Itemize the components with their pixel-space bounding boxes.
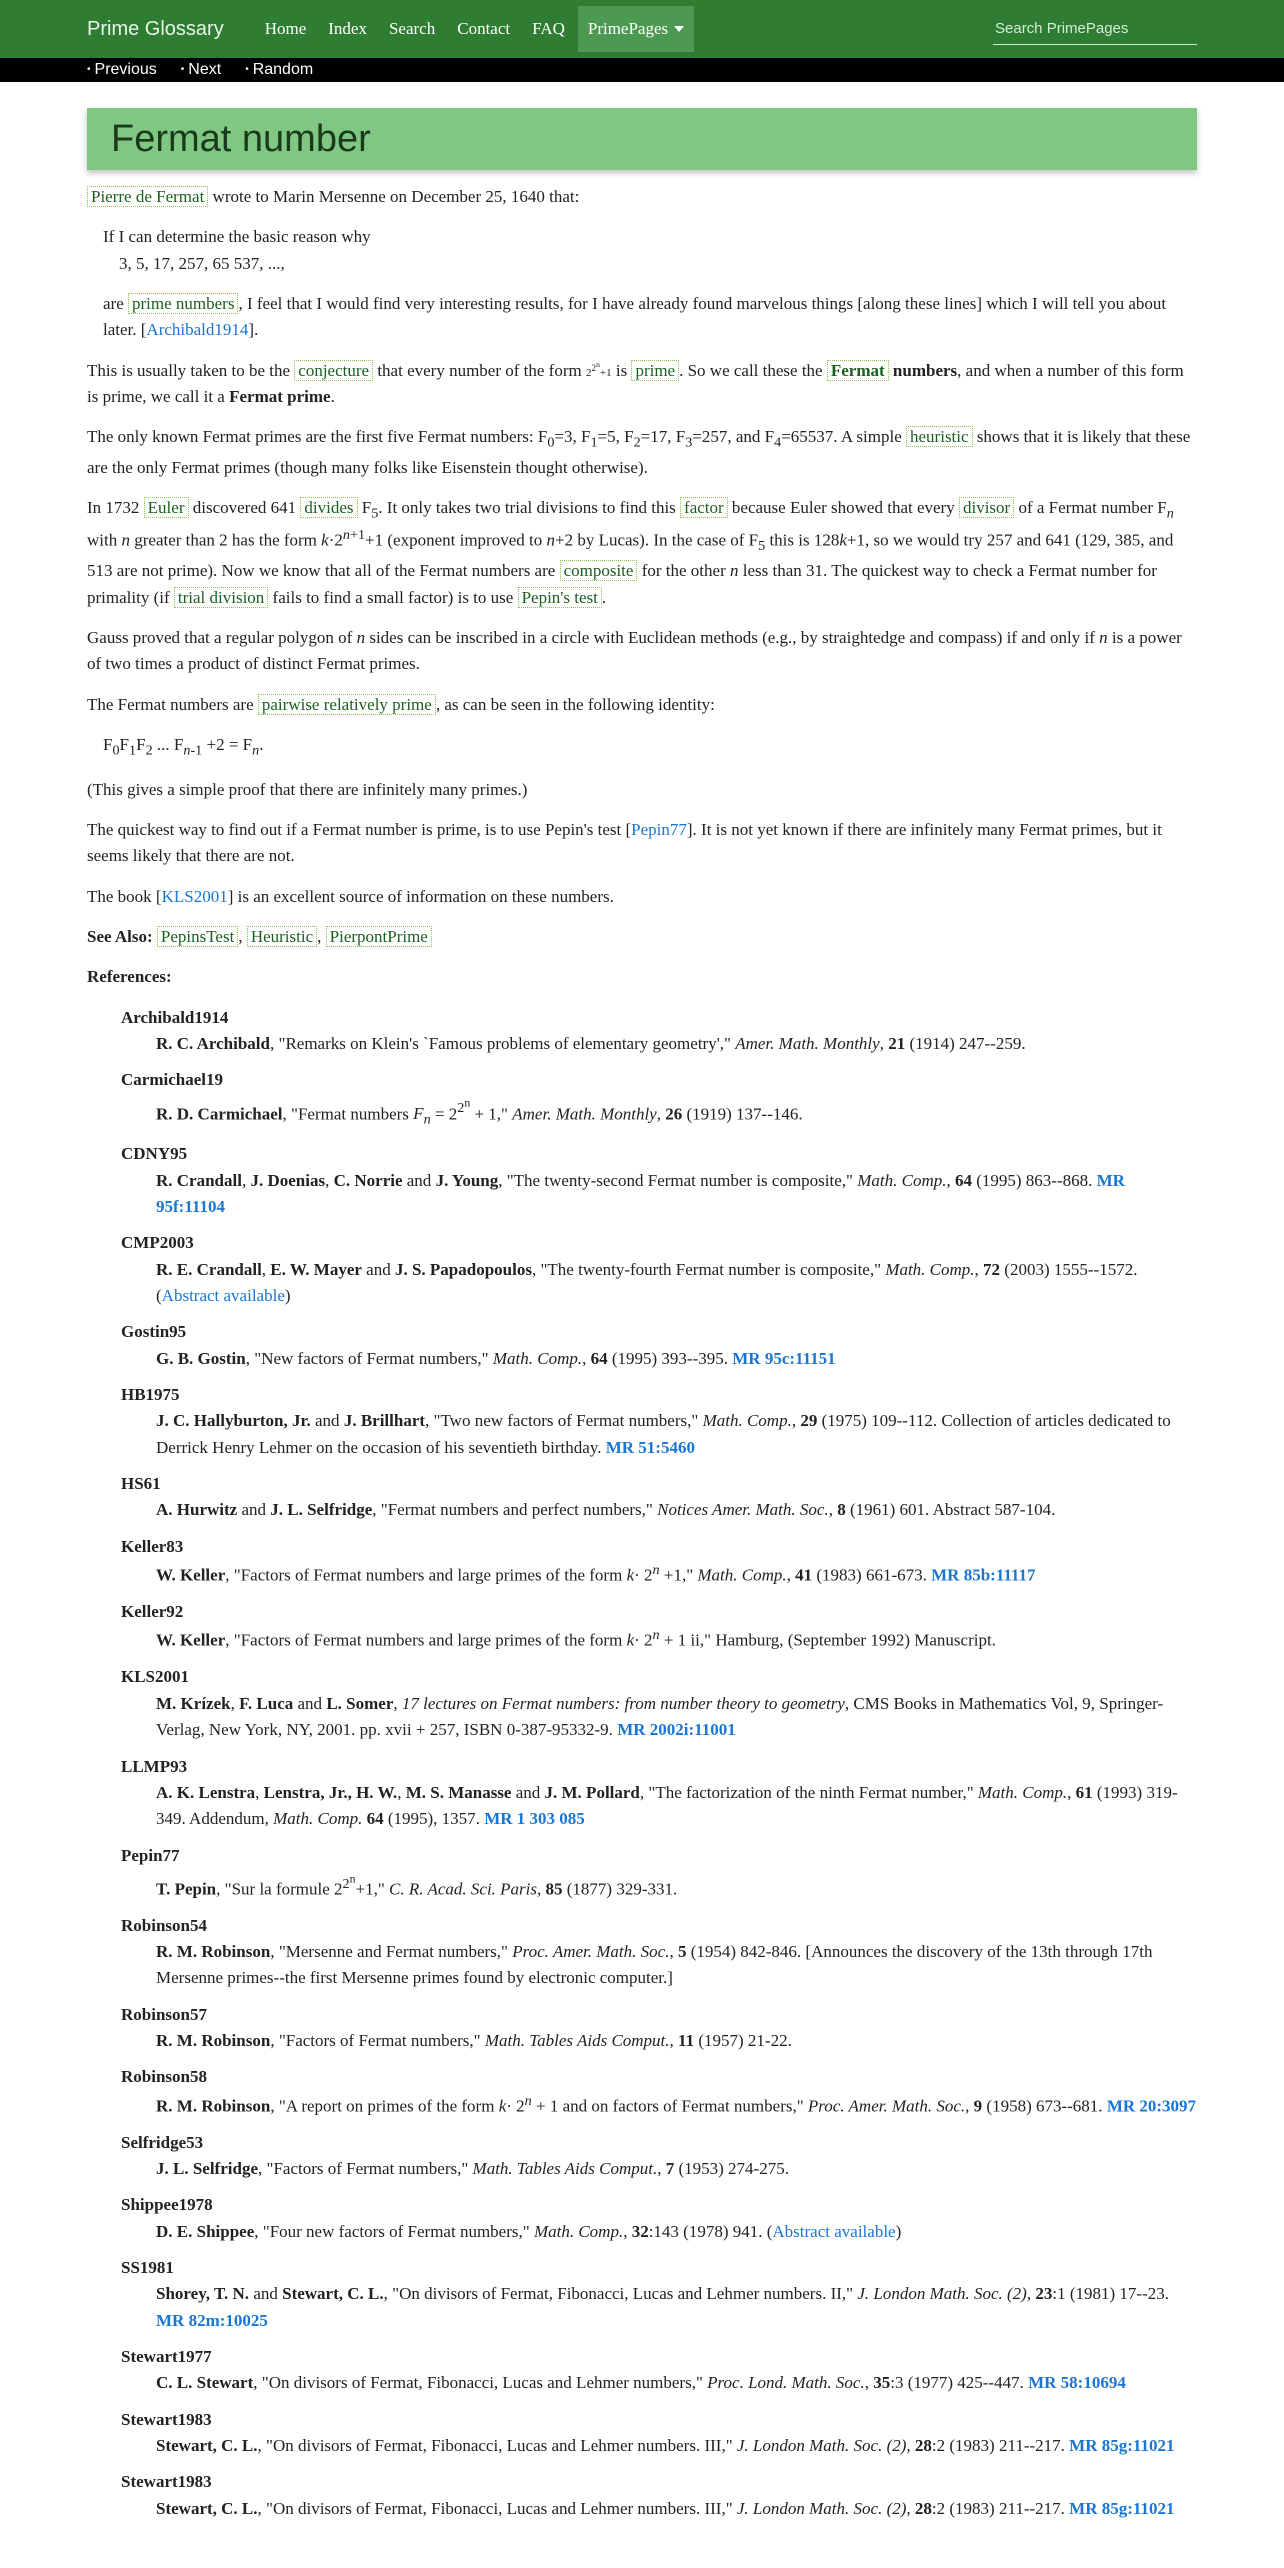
random-label: Random — [252, 60, 314, 78]
references: Archibald1914 R. C. Archibald, "Remarks on Klein's `Famous problems of elementary geometry'," Amer. Math. Monthly, 21 (1914) 247--259. Carmichael19 R. D. Carmichael, "Fermat numbers $F_n = 2^{2^n} + 1$," Amer. Math. Monthly, 26 (1919) 137--146. CDNY95 R. Crandall, J. Doenias, C. Norrie and J. Young, "The twenty-second Fermat number is composite," Math. Comp., 64 (1995) 863--868. MR 95f:11104 CMP2003 R. E. Crandall, E. W. Mayer and J. S. Papadopoulos, "The twenty-fourth Fermat number is composite," Math. Comp., 72 (2003) 1555--1572. (Abstract available) Gostin95 G. B. Gostin, "New factors of Fermat numbers," Math. Comp., 64 (1995) 393--395. MR 95c:11151 HB1975 J. C. Hallyburton, Jr. and J. Brillhart, "Two new factors of Fermat numbers," Math. Comp., 29 (1975) 109--112. Collection of articles dedicated to Derrick Henry Lehmer on the occasion of his seventieth birthday. MR 51:5460 HS61 A. Hurwitz and J. L. Selfridge, "Fermat numbers and perfect numbers," Notices Amer. Math. Soc., 8 (1961) 601. Abstract 587-104. Keller83 W. Keller, "Factors of Fermat numbers and large primes of the form $k\cdot 2^n +1$," Math. Comp., 41 (1983) 661-673. MR 85b:11117 Keller92 W. Keller, "Factors of Fermat numbers and large primes of the form $k\cdot 2^n + 1$ ii," Hamburg, (September 1992) Manuscript. KLS2001 M. Krízek, F. Luca and L. Somer, 17 lectures on Fermat numbers: from number theory to geometry, CMS Books in Mathematics Vol, 9, Springer-Verlag, New York, NY, 2001. pp. xvii + 257, ISBN 0-387-95332-9. MR 2002i:11001 LLMP93 A. K. Lenstra, Lenstra, Jr., H. W., M. S. Manasse and J. M. Pollard, "The factorization of the ninth Fermat number," Math. Comp., 61 (1993) 319-349. Addendum, Math. Comp. 64 (1995), 1357. MR 1 303 085 Pepin77 T. Pepin, "Sur la formule $2^{2^n}+1$," C. R. Acad. Sci. Paris, 85 (1877) 329-331. Robinson54 R. M. Robinson, "Mersenne and Fermat numbers," Proc. Amer. Math. Soc., 5 (1954) 842-846. [Announces the discovery of the 13th through 17th Mersenne primes--the first Mersenne primes found by electronic computer.] Robinson57 R. M. Robinson, "Factors of Fermat numbers," Math. Tables Aids Comput., 11 (1957) 21-22. Robinson58 R. M. Robinson, "A report on primes of the form $k\cdot 2^n + 1$ and on factors of Fermat numbers," Proc. Amer. Math. Soc., 9 (1958) 673--681. MR 20:3097 Selfridge53 J. L. Selfridge, "Factors of Fermat numbers," Math. Tables Aids Comput., 7 (1953) 274-275. Shippee1978 D. E. Shippee, "Four new factors of Fermat numbers," Math. Comp., 32:143 (1978) 941. (Abstract available) SS1981 Shorey, T. N. and Stewart, C. L., "On divisors of Fermat, Fibonacci, Lucas and Lehmer numbers. II," J. London Math. Soc. (2), 23:1 (1981) 17--23. MR 82m:10025 Stewart1977 C. L. Stewart, "On divisors of Fermat, Fibonacci, Lucas and Lehmer numbers," Proc. Lond. Math. Soc., 35:3 (1977) 425--447. MR 58:10694 Stewart1983 Stewart, C. L., "On divisors of Fermat, Fibonacci, Lucas and Lehmer numbers. III," J. London Math. Soc. (2), 28:2 (1983) 211--217. MR 85g:11021 Stewart1983 Stewart, C. L., "On divisors of Fermat, Fibonacci, Lucas and Lehmer numbers. III," J. London Math. Soc. (2), 28:2 (1983) 211--217. MR 85g:11021 — [121, 1007, 1197, 2518]
previous-link[interactable] — [87, 58, 157, 83]
page-title: Fermat number — [111, 117, 371, 160]
top-navbar — [0, 0, 1284, 58]
fermat-quote: If I can determine the basic reason why 3, 5, 17, 257, 65 537, ..., are prime numbers , I feel that I would find very interesting results, for I have already found marvelous things [along these lines] which I will tell you about later. [Archibald1914]. — [103, 227, 1167, 340]
nav-faq[interactable]: FAQ — [532, 18, 565, 38]
title-box — [87, 108, 1197, 170]
random-link[interactable] — [245, 58, 313, 83]
dropdown-label: PrimePages — [587, 18, 669, 38]
glossary-link[interactable]: Pierre de Fermat — [87, 186, 208, 207]
caret-down-icon — [674, 26, 684, 32]
nav-home[interactable]: Home — [264, 18, 307, 38]
intro: Pierre de Fermat wrote to Marin Mersenne on December 25, 1640 that: — [87, 184, 1197, 210]
next-label: Next — [188, 60, 222, 78]
bullet-icon: • — [245, 63, 249, 75]
nav-index[interactable]: Index — [328, 18, 367, 38]
next-link[interactable] — [181, 58, 221, 83]
nav-search[interactable]: Search — [388, 18, 436, 38]
main-content: Fermat number Pierre de Fermat wrote to Marin Mersenne on December 25, 1640 that: If I can determine the basic reason why 3, 5, 17, 257, 65 537, ..., are prime numbers , I feel that I would find very interesting results, for I have already found marvelous things [along these lines] which I will tell you about later. [Archibald1914]. This is usually taken to be the conjecture that every number of the form $2^{2^n}+1$ is prime . So we call these the Fermat numbers, and when a number of this form is prime, we call it a Fermat prime. The only known Fermat primes are the first five Fermat numbers: $F_0=3$, $F_1=5$, $F_2=17$, $F_3=257$, and $F_4=65537$. A simple heuristic shows that it is likely that these are the only Fermat primes (though many folks like Eisenstein thought otherwise). In 1732 Euler discovered 641 divides $F_5$. It only takes two trial divisions to find this factor because Euler showed that every divisor of a Fermat number $F_n$ with n greater than 2 has the form $k\cdot 2^{n+1}+1$ (exponent improved to n+2 by Lucas). In the case of $F_5$ this is 128k+1, so we would try 257 and 641 (129, 385, and 513 are not prime). Now we know that all of the Fermat numbers are composite for the other n less than 31. The quickest way to check a Fermat number for primality (if trial division fails to find a small factor) is to use Pepin's test . Gauss proved that a regular polygon of n sides can be inscribed in a circle with Euclidean methods (e.g., by straightedge and compass) if and only if n is a power of two times a product of distinct Fermat primes. The Fermat numbers are pairwise relatively prime , as can be seen in the following identity: $F_0F_1F_2$ ... $F_{n-1} +2 = F_n$. (This gives a simple proof that there are infinitely many primes.) The quickest way to find out if a Fermat number is prime, is to use Pepin's test [Pepin77]. It is not yet known if there are infinitely many Fermat primes, but it seems likely that there are not. The book [KLS2001] is an excellent source of information on these numbers. See Also: PepinsTest , Heuristic , PierpontPrime References: Archibald1914 R. C. Archibald, "Remarks on Klein's `Famous problems of elementary geometry'," Amer. Math. Monthly, 21 (1914) 247--259. Carmichael19 R. D. Carmichael, "Fermat numbers $F_n = 2^{2^n} + 1$," Amer. Math. Monthly, 26 (1919) 137--146. CDNY95 R. Crandall, J. Doenias, C. Norrie and J. Young, "The twenty-second Fermat number is composite," Math. Comp., 64 (1995) 863--868. MR 95f:11104 CMP2003 R. E. Crandall, E. W. Mayer and J. S. Papadopoulos, "The twenty-fourth Fermat number is composite," Math. Comp., 72 (2003) 1555--1572. (Abstract available) Gostin95 G. B. Gostin, "New factors of Fermat numbers," Math. Comp., 64 (1995) 393--395. MR 95c:11151 HB1975 J. C. Hallyburton, Jr. and J. Brillhart, "Two new factors of Fermat numbers," Math. Comp., 29 (1975) 109--112. Collection of articles dedicated to Derrick Henry Lehmer on the occasion of his seventieth birthday. MR 51:5460 HS61 A. Hurwitz and J. L. Selfridge, "Fermat numbers and perfect numbers," Notices Amer. Math. Soc., 8 (1961) 601. Abstract 587-104. Keller83 W. Keller, "Factors of Fermat numbers and large primes of the form $k\cdot 2^n +1$," Math. Comp., 41 (1983) 661-673. MR 85b:11117 Keller92 W. Keller, "Factors of Fermat numbers and large primes of the form $k\cdot 2^n + 1$ ii," Hamburg, (September 1992) Manuscript. KLS2001 M. Krízek, F. Luca and L. Somer, 17 lectures on Fermat numbers: from number theory to geometry, CMS Books in Mathematics Vol, 9, Springer-Verlag, New York, NY, 2001. pp. xvii + 257, ISBN 0-387-95332-9. MR 2002i:11001 LLMP93 A. K. Lenstra, Lenstra, Jr., H. W., M. S. Manasse and J. M. Pollard, "The factorization of the ninth Fermat number," Math. Comp., 61 (1993) 319-349. Addendum, Math. Comp. 64 (1995), 1357. MR 1 303 085 Pepin77 T. Pepin, "Sur la formule $2^{2^n}+1$," C. R. Acad. Sci. Paris, 85 (1877) 329-331. Robinson54 R. M. Robinson, "Mersenne and Fermat numbers," Proc. Amer. Math. Soc., 5 (1954) 842-846. [Announces the discovery of the 13th through 17th Mersenne primes--the first Mersenne primes found by electronic computer.] Robinson57 R. M. Robinson, "Factors of Fermat numbers," Math. Tables Aids Comput., 11 (1957) 21-22. Robinson58 R. M. Robinson, "A report on primes of the form $k\cdot 2^n + 1$ and on factors of Fermat numbers," Proc. Amer. Math. Soc., 9 (1958) 673--681. MR 20:3097 Selfridge53 J. L. Selfridge, "Factors of Fermat numbers," Math. Tables Aids Comput., 7 (1953) 274-275. Shippee1978 D. E. Shippee, "Four new factors of Fermat numbers," Math. Comp., 32:143 (1978) 941. (Abstract available) SS1981 Shorey, T. N. and Stewart, C. L., "On divisors of Fermat, Fibonacci, Lucas and Lehmer numbers. II," J. London Math. Soc. (2), 23:1 (1981) 17--23. MR 82m:10025 Stewart1977 C. L. Stewart, "On divisors of Fermat, Fibonacci, Lucas and Lehmer numbers," Proc. Lond. Math. Soc., 35:3 (1977) 425--447. MR 58:10694 Stewart1983 Stewart, C. L., "On divisors of Fermat, Fibonacci, Lucas and Lehmer numbers. III," J. London Math. Soc. (2), 28:2 (1983) 211--217. MR 85g:11021 Stewart1983 Stewart, C. L., "On divisors of Fermat, Fibonacci, Lucas and Lehmer numbers. III," J. London Math. Soc. (2), 28:2 (1983) 211--217. MR 85g:11021 — [0, 108, 1284, 2522]
sub-navbar — [0, 58, 1284, 82]
nav-links — [256, 6, 694, 52]
bullet-icon: • — [87, 63, 91, 75]
search-input[interactable]: Search PrimePages — [993, 13, 1197, 45]
previous-label: Previous — [94, 60, 157, 78]
nav-primepages-dropdown[interactable] — [578, 6, 694, 52]
brand-link[interactable]: Prime Glossary — [87, 17, 224, 40]
see-also: See Also: PepinsTest , Heuristic , PierpontPrime — [87, 924, 1197, 950]
nav-contact[interactable]: Contact — [457, 18, 511, 38]
bullet-icon: • — [180, 63, 185, 75]
